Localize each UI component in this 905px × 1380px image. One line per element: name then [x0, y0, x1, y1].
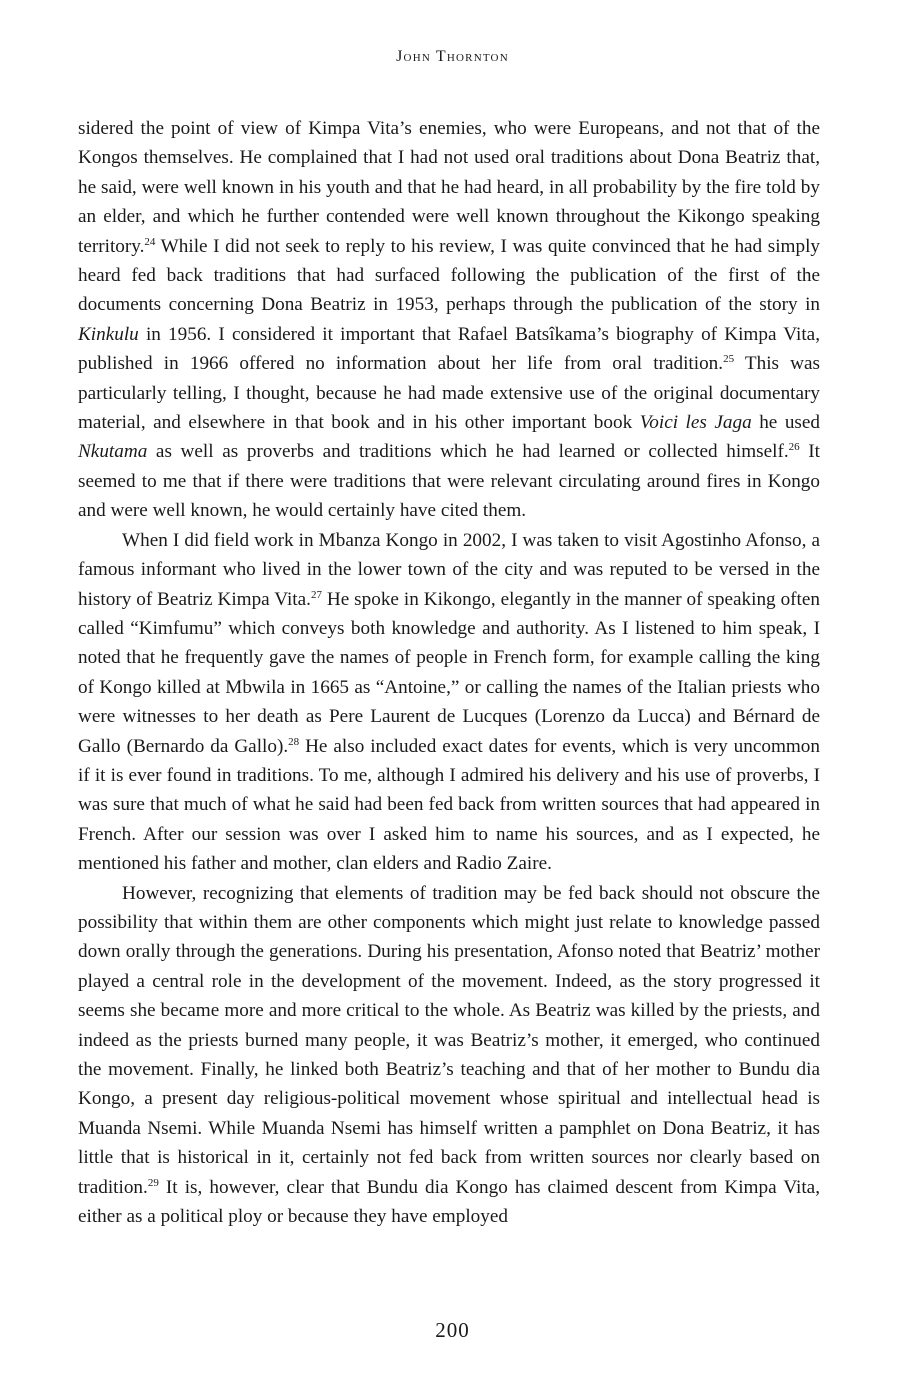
text-run: While I did not seek to reply to his review, I was quite convinced that he had simply heard fed back traditions that had surfaced following the publication of the first of the documents concerning Dona Beatriz in 1953, perhaps through the publication of the story in	[78, 235, 820, 316]
italic-title: Voici les Jaga	[639, 412, 752, 434]
text-run: It seemed to me that if there were traditions that were relevant circulating around fires in Kongo and were well known, he would certainly have cited them.	[78, 441, 820, 522]
footnote-ref: 27	[310, 588, 322, 601]
paragraph-2	[78, 526, 820, 879]
footnote-ref: 29	[147, 1176, 159, 1189]
text-run: He spoke in Kikongo, elegantly in the manner of speaking often called “Kimfumu” which conveys both knowledge and authority. As I listened to him speak, I noted that he frequently gave the names of people in French form, for example calling the king of Kongo killed at Mbwila in 1665 as “Antoine,” or calling the names of the Italian priests who were witnesses to her death as Pere Laurent de Lucques (Lorenzo da Lucca) and Bérnard de Gallo (Bernardo da Gallo).	[78, 588, 820, 757]
text-run: This was particularly telling, I thought, because he had made extensive use of the original documentary material, and elsewhere in that book and in his other important book	[78, 353, 820, 434]
footnote-ref: 28	[288, 735, 300, 748]
footnote-ref: 24	[144, 235, 156, 248]
body-text	[78, 114, 820, 1231]
text-run: as well as proverbs and traditions which he had learned or collected himself.	[147, 441, 789, 463]
paragraph-1	[78, 114, 820, 526]
italic-title: Kinkulu	[78, 323, 139, 345]
running-head: John Thornton	[396, 48, 509, 65]
italic-title: Nkutama	[78, 441, 148, 463]
text-run: When I did field work in Mbanza Kongo in 2002, I was taken to visit Agostinho Afonso, a famous informant who lived in the lower town of the city and was reputed to be versed in the history of Beatriz Kimpa Vita.	[78, 529, 820, 610]
text-run: sidered the point of view of Kimpa Vita’s enemies, who were Europeans, and not that of the Kongos themselves. He complained that I had not used oral traditions about Dona Beatriz that, he said, were well known in his youth and that he had heard, in all probability by the fire told by an elder, and which he further contended were well known throughout the Kikongo speaking territory.	[78, 118, 820, 257]
page-number: 200	[435, 1318, 470, 1342]
paragraph-3	[78, 879, 820, 1232]
text-run: he used	[751, 412, 820, 434]
text-run: in 1956. I considered it important that Rafael Batsîkama’s biography of Kimpa Vita, published in 1966 offered no information about her life from oral tradition.	[78, 323, 820, 375]
text-run: It is, however, clear that Bundu dia Kongo has claimed descent from Kimpa Vita, either as a political ploy or because they have employed	[78, 1176, 820, 1228]
text-run: He also included exact dates for events, which is very uncommon if it is ever found in traditions. To me, although I admired his delivery and his use of proverbs, I was sure that much of what he said had been fed back from written sources that had appeared in French. After our session was over I asked him to name his sources, and as I expected, he mentioned his father and mother, clan elders and Radio Zaire.	[78, 735, 820, 875]
footnote-ref: 25	[723, 353, 735, 366]
text-run: However, recognizing that elements of tradition may be fed back should not obscure the possibility that within them are other components which might just relate to knowledge passed down orally through the generations. During his presentation, Afonso noted that Beatriz’ mother played a central role in the development of the movement. Indeed, as the story progressed it seems she became more and more critical to the whole. As Beatriz was killed by the priests, and indeed as the priests burned many people, it was Beatriz’s mother, it emerged, who continued the movement. Finally, he linked both Beatriz’s teaching and that of her mother to Bundu dia Kongo, a present day religious-political movement whose spiritual and intellectual head is Muanda Nsemi. While Muanda Nsemi has himself written a pamphlet on Dona Beatriz, it has little that is historical in it, certainly not fed back from written sources nor clearly based on tradition.	[78, 882, 820, 1198]
footnote-ref: 26	[788, 441, 800, 454]
